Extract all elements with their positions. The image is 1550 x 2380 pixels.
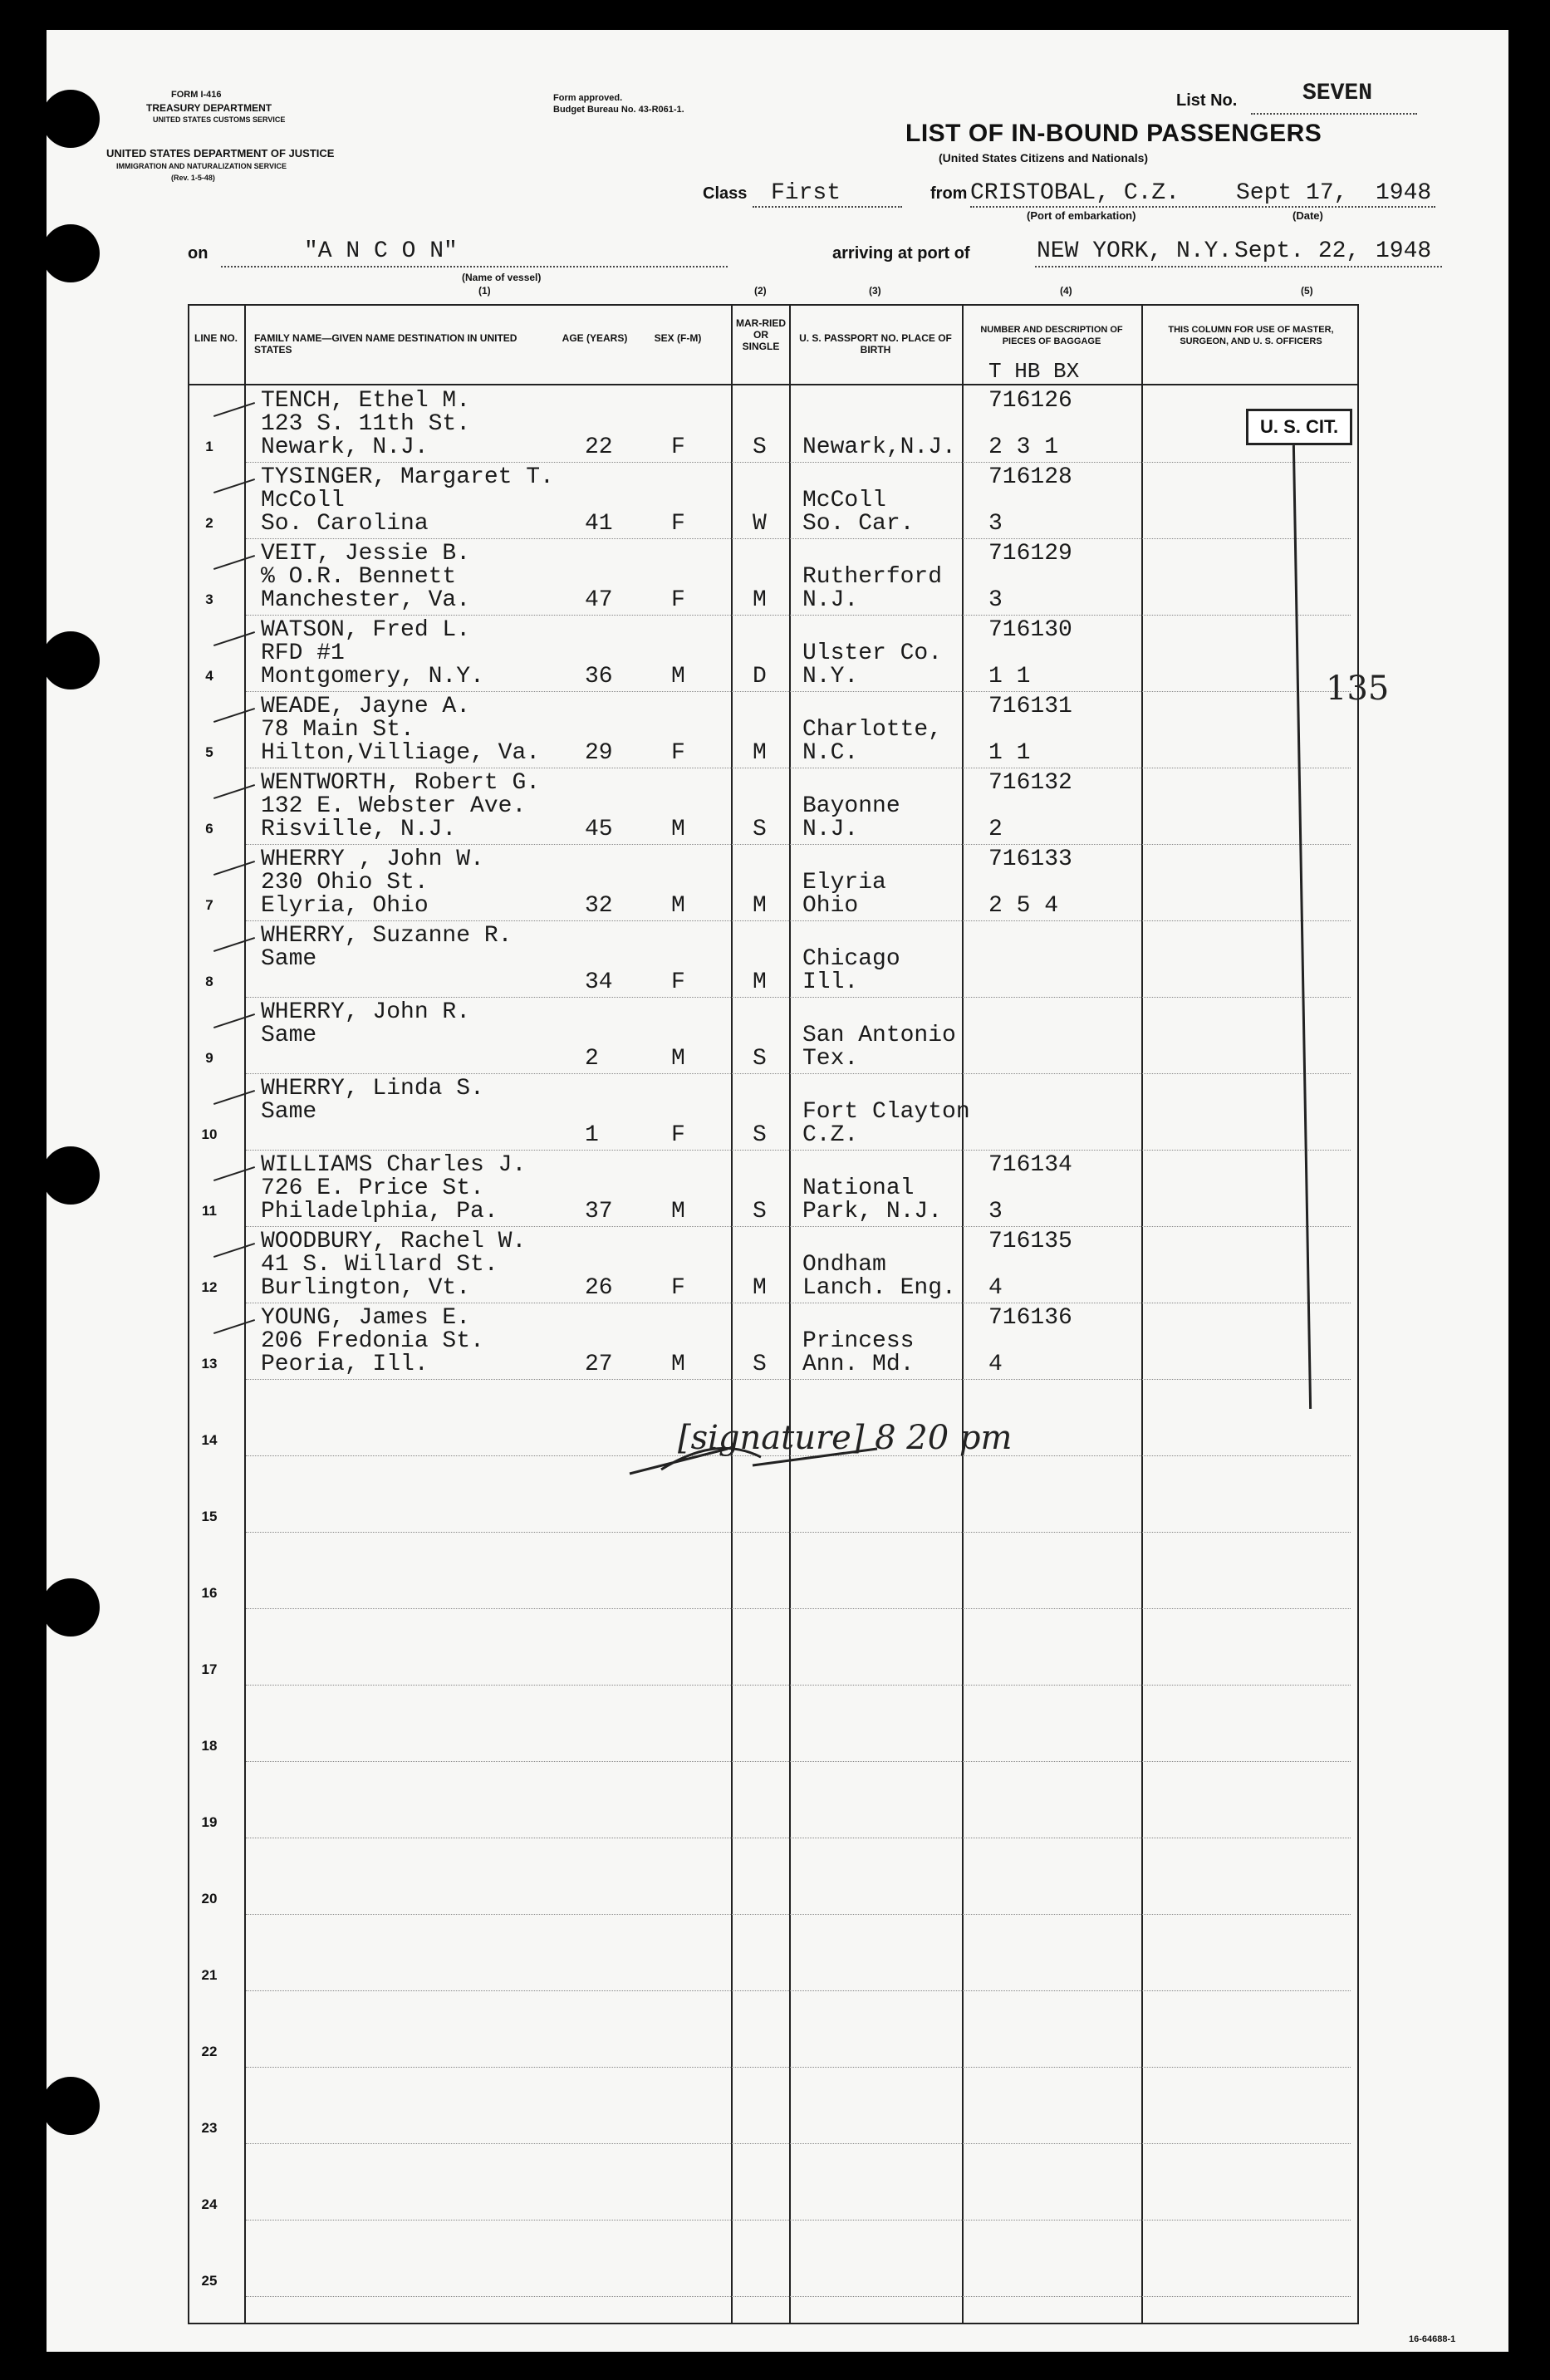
passenger-name: TENCH, Ethel M.	[261, 388, 471, 414]
passenger-sex: F	[671, 587, 685, 613]
row-divider	[246, 920, 1351, 921]
passenger-name: WHERRY, John R.	[261, 999, 471, 1025]
baggage-pieces: 3	[988, 587, 1003, 613]
row-divider	[246, 844, 1351, 845]
passenger-age: 36	[585, 664, 613, 689]
passenger-destination: Burlington, Vt.	[261, 1275, 471, 1301]
passenger-sex: F	[671, 1122, 685, 1148]
punch-hole	[42, 224, 100, 282]
check-mark	[213, 708, 255, 723]
passenger-sex: F	[671, 969, 685, 995]
birthplace-line1: Elyria	[802, 870, 886, 896]
birthplace-line2: Tex.	[802, 1046, 859, 1072]
passenger-address: 726 E. Price St.	[261, 1175, 484, 1201]
row-divider	[246, 997, 1351, 998]
passenger-sex: M	[671, 664, 685, 689]
baggage-pieces: 3	[988, 1199, 1003, 1224]
baggage-number: 716131	[988, 694, 1072, 719]
birthplace-line1: Fort Clayton	[802, 1099, 970, 1125]
row-line-number: 13	[201, 1356, 218, 1372]
row-line-number: 4	[205, 668, 213, 684]
from-label: from	[930, 184, 968, 203]
birthplace-line1: McColl	[802, 488, 886, 513]
check-mark	[213, 937, 255, 952]
baggage-number: 716128	[988, 464, 1072, 490]
empty-row-line-number: 23	[201, 2120, 218, 2136]
passenger-sex: M	[671, 893, 685, 919]
form-approved: Form approved.	[553, 93, 623, 103]
passenger-name: WENTWORTH, Robert G.	[261, 770, 541, 796]
passenger-name: TYSINGER, Margaret T.	[261, 464, 554, 490]
check-mark	[213, 555, 255, 570]
passenger-address: Same	[261, 946, 317, 972]
check-mark	[213, 631, 255, 646]
punch-hole	[42, 1146, 100, 1205]
birthplace-line2: Park, N.J.	[802, 1199, 943, 1224]
baggage-pieces: 1 1	[988, 740, 1031, 766]
birthplace-line2: Ill.	[802, 969, 859, 995]
passenger-destination: Risville, N.J.	[261, 817, 457, 842]
check-mark	[213, 861, 255, 876]
birthplace-line1: Princess	[802, 1328, 915, 1354]
passenger-age: 1	[585, 1122, 599, 1148]
passenger-destination: Elyria, Ohio	[261, 893, 429, 919]
row-divider	[246, 2220, 1351, 2221]
header-officers: THIS COLUMN FOR USE OF MASTER, SURGEON, AND U. S. OFFICERS	[1168, 325, 1334, 346]
passenger-marital: M	[753, 740, 767, 766]
passenger-destination: So. Carolina	[261, 511, 429, 537]
empty-row-line-number: 16	[201, 1585, 218, 1601]
empty-row-line-number: 21	[201, 1967, 218, 1983]
row-line-number: 10	[201, 1126, 218, 1142]
row-line-number: 12	[201, 1279, 218, 1295]
empty-row-line-number: 22	[201, 2044, 218, 2059]
baggage-pieces: 4	[988, 1275, 1003, 1301]
ins-service: IMMIGRATION AND NATURALIZATION SERVICE	[116, 162, 287, 170]
list-no-label: List No.	[1176, 91, 1238, 110]
row-divider	[246, 2067, 1351, 2068]
empty-row-line-number: 18	[201, 1738, 218, 1754]
passenger-name: WOODBURY, Rachel W.	[261, 1229, 527, 1254]
birthplace-line2: C.Z.	[802, 1122, 859, 1148]
empty-row-line-number: 17	[201, 1661, 218, 1677]
on-label: on	[188, 244, 208, 263]
from-year: 1948	[1376, 180, 1432, 206]
passenger-age: 32	[585, 893, 613, 919]
passenger-marital: S	[753, 1352, 767, 1377]
row-line-number: 1	[205, 439, 213, 454]
check-mark	[213, 478, 255, 493]
form-title: LIST OF IN-BOUND PASSENGERS	[905, 120, 1322, 147]
officer-note: 135	[1326, 670, 1390, 708]
row-divider	[246, 1608, 1351, 1609]
from-date: Sept 17,	[1236, 180, 1348, 206]
class-value: First	[771, 180, 841, 206]
form-number: FORM I-416	[171, 90, 222, 100]
arrival-year: 1948	[1376, 238, 1432, 264]
passenger-sex: F	[671, 511, 685, 537]
passenger-marital: W	[753, 511, 767, 537]
row-divider	[246, 1761, 1351, 1762]
us-citizen-stamp: U. S. CIT.	[1246, 409, 1352, 445]
birthplace-line2: Ohio	[802, 893, 859, 919]
birthplace-line2: N.J.	[802, 817, 859, 842]
check-mark	[213, 784, 255, 799]
passenger-age: 37	[585, 1199, 613, 1224]
row-divider	[246, 1685, 1351, 1686]
punch-hole	[42, 1578, 100, 1637]
birthplace-line2: So. Car.	[802, 511, 915, 537]
birthplace-line1: Rutherford	[802, 564, 943, 590]
footer-code: 16-64688-1	[1409, 2334, 1456, 2344]
passenger-marital: M	[753, 893, 767, 919]
passenger-age: 2	[585, 1046, 599, 1072]
passenger-address: % O.R. Bennett	[261, 564, 457, 590]
header-line-no: LINE NO.	[194, 332, 238, 344]
empty-row-line-number: 20	[201, 1891, 218, 1906]
passenger-marital: S	[753, 1122, 767, 1148]
birthplace-line2: N.C.	[802, 740, 859, 766]
baggage-pieces: 2 5 4	[988, 893, 1059, 919]
passenger-sex: M	[671, 817, 685, 842]
passenger-age: 34	[585, 969, 613, 995]
row-line-number: 5	[205, 744, 213, 760]
passenger-age: 26	[585, 1275, 613, 1301]
col-num-2: (2)	[754, 285, 767, 297]
treasury-dept: TREASURY DEPARTMENT	[146, 102, 272, 114]
passenger-name: VEIT, Jessie B.	[261, 541, 471, 567]
row-line-number: 9	[205, 1050, 213, 1066]
arriving-label: arriving at port of	[832, 244, 970, 263]
passenger-age: 27	[585, 1352, 613, 1377]
passenger-name: WHERRY, Linda S.	[261, 1076, 484, 1102]
form-revision: (Rev. 1-5-48)	[171, 174, 215, 182]
baggage-pieces: 2	[988, 817, 1003, 842]
row-divider	[246, 1226, 1351, 1227]
row-divider	[246, 2143, 1351, 2144]
passenger-marital: S	[753, 434, 767, 460]
col-num-4: (4)	[1060, 285, 1072, 297]
passenger-address: 230 Ohio St.	[261, 870, 429, 896]
header-sex: SEX (F-M)	[654, 332, 702, 344]
from-port: CRISTOBAL, C.Z.	[970, 180, 1180, 206]
punch-hole	[42, 631, 100, 689]
check-mark	[213, 1319, 255, 1334]
arrival-port: NEW YORK, N.Y.	[1037, 238, 1233, 264]
customs-service: UNITED STATES CUSTOMS SERVICE	[153, 115, 286, 124]
passenger-marital: S	[753, 1046, 767, 1072]
birthplace-line1: Ondham	[802, 1252, 886, 1278]
baggage-number: 716132	[988, 770, 1072, 796]
passenger-address: 78 Main St.	[261, 717, 414, 743]
check-mark	[213, 402, 255, 417]
arrival-date: Sept. 22,	[1234, 238, 1361, 264]
passenger-sex: M	[671, 1046, 685, 1072]
passenger-name: YOUNG, James E.	[261, 1305, 471, 1331]
passenger-address: 132 E. Webster Ave.	[261, 793, 527, 819]
row-divider	[246, 462, 1351, 463]
header-name: FAMILY NAME—GIVEN NAME DESTINATION IN UNITED STATES	[254, 332, 517, 356]
row-divider	[246, 615, 1351, 616]
passenger-sex: F	[671, 434, 685, 460]
passenger-age: 41	[585, 511, 613, 537]
passenger-age: 29	[585, 740, 613, 766]
passenger-sex: F	[671, 740, 685, 766]
vessel-caption: (Name of vessel)	[462, 272, 542, 283]
date-caption: (Date)	[1292, 209, 1323, 222]
baggage-number: 716135	[988, 1229, 1072, 1254]
empty-row-line-number: 19	[201, 1814, 218, 1830]
passenger-marital: M	[753, 587, 767, 613]
check-mark	[213, 1243, 255, 1258]
birthplace-line2: N.J.	[802, 587, 859, 613]
form-subtitle: (United States Citizens and Nationals)	[939, 151, 1149, 164]
passenger-address: 41 S. Willard St.	[261, 1252, 498, 1278]
passenger-destination: Montgomery, N.Y.	[261, 664, 484, 689]
passenger-address: McColl	[261, 488, 345, 513]
passenger-name: WATSON, Fred L.	[261, 617, 471, 643]
passenger-sex: M	[671, 1199, 685, 1224]
passenger-marital: S	[753, 1199, 767, 1224]
row-divider	[246, 1073, 1351, 1074]
row-divider	[246, 1150, 1351, 1151]
punch-hole	[42, 2077, 100, 2135]
row-line-number: 3	[205, 591, 213, 607]
passenger-name: WILLIAMS Charles J.	[261, 1152, 527, 1178]
row-line-number: 8	[205, 974, 213, 989]
row-line-number: 6	[205, 821, 213, 837]
header-baggage: NUMBER AND DESCRIPTION OF PIECES OF BAGGAGE	[980, 325, 1123, 346]
punch-hole	[42, 90, 100, 148]
passenger-age: 45	[585, 817, 613, 842]
class-label: Class	[703, 184, 748, 203]
empty-row-line-number: 25	[201, 2273, 218, 2289]
passenger-sex: F	[671, 1275, 685, 1301]
passenger-name: WEADE, Jayne A.	[261, 694, 471, 719]
row-divider	[246, 691, 1351, 692]
row-divider	[246, 1990, 1351, 1991]
passenger-marital: M	[753, 969, 767, 995]
passenger-age: 47	[585, 587, 613, 613]
empty-row-line-number: 14	[201, 1432, 218, 1448]
row-divider	[246, 1532, 1351, 1533]
row-divider	[246, 1379, 1351, 1380]
baggage-number: 716129	[988, 541, 1072, 567]
col-num-1: (1)	[478, 285, 491, 297]
passenger-address: 206 Fredonia St.	[261, 1328, 484, 1354]
passenger-age: 22	[585, 434, 613, 460]
budget-bureau: Budget Bureau No. 43-R061-1.	[553, 105, 684, 115]
empty-row-line-number: 15	[201, 1509, 218, 1524]
check-mark	[213, 1090, 255, 1105]
baggage-pieces: 4	[988, 1352, 1003, 1377]
birthplace-line2: Newark,N.J.	[802, 434, 956, 460]
passenger-marital: S	[753, 817, 767, 842]
empty-row-line-number: 24	[201, 2196, 218, 2212]
row-line-number: 2	[205, 515, 213, 531]
signature: [signature] 8 20 pm	[678, 1419, 1013, 1457]
passenger-destination: Philadelphia, Pa.	[261, 1199, 498, 1224]
row-divider	[246, 538, 1351, 539]
baggage-pieces: 1 1	[988, 664, 1031, 689]
birthplace-line1: Ulster Co.	[802, 640, 943, 666]
baggage-number: 716134	[988, 1152, 1072, 1178]
birthplace-line1: Bayonne	[802, 793, 900, 819]
passenger-sex: M	[671, 1352, 685, 1377]
baggage-pieces: 3	[988, 511, 1003, 537]
baggage-number: 716136	[988, 1305, 1072, 1331]
check-mark	[213, 1166, 255, 1181]
baggage-number: 716130	[988, 617, 1072, 643]
passenger-address: 123 S. 11th St.	[261, 411, 471, 437]
vessel-name: "A N C O N"	[304, 238, 458, 264]
passenger-destination: Manchester, Va.	[261, 587, 471, 613]
birthplace-line1: Charlotte,	[802, 717, 943, 743]
baggage-number: 716126	[988, 388, 1072, 414]
col-num-5: (5)	[1301, 285, 1313, 297]
manifest-page	[47, 30, 1508, 2352]
birthplace-line1: National	[802, 1175, 915, 1201]
birthplace-line2: N.Y.	[802, 664, 859, 689]
baggage-number: 716133	[988, 846, 1072, 872]
row-line-number: 7	[205, 897, 213, 913]
check-mark	[213, 1013, 255, 1028]
passenger-destination: Peoria, Ill.	[261, 1352, 429, 1377]
passenger-address: Same	[261, 1099, 317, 1125]
baggage-subcols: T HB BX	[988, 359, 1080, 384]
birthplace-line2: Lanch. Eng.	[802, 1275, 956, 1301]
birthplace-line1: San Antonio	[802, 1023, 956, 1048]
signature-stroke	[628, 1432, 902, 1482]
port-embarkation-caption: (Port of embarkation)	[1027, 209, 1136, 222]
passenger-marital: M	[753, 1275, 767, 1301]
list-no-value: SEVEN	[1302, 81, 1373, 106]
col-num-3: (3)	[869, 285, 881, 297]
justice-dept: UNITED STATES DEPARTMENT OF JUSTICE	[106, 147, 335, 159]
header-passport: U. S. PASSPORT NO. PLACE OF BIRTH	[799, 332, 952, 356]
passenger-address: Same	[261, 1023, 317, 1048]
header-age: AGE (YEARS)	[562, 332, 628, 344]
row-divider	[246, 1914, 1351, 1915]
passenger-marital: D	[753, 664, 767, 689]
passenger-name: WHERRY , John W.	[261, 846, 484, 872]
passenger-name: WHERRY, Suzanne R.	[261, 923, 513, 949]
passenger-destination: Hilton,Villiage, Va.	[261, 740, 541, 766]
birthplace-line2: Ann. Md.	[802, 1352, 915, 1377]
header-marital: MAR-RIED OR SINGLE	[736, 317, 786, 352]
baggage-pieces: 2 3 1	[988, 434, 1059, 460]
row-divider	[246, 2296, 1351, 2297]
birthplace-line1: Chicago	[802, 946, 900, 972]
row-line-number: 11	[202, 1203, 217, 1219]
passenger-destination: Newark, N.J.	[261, 434, 429, 460]
passenger-address: RFD #1	[261, 640, 345, 666]
